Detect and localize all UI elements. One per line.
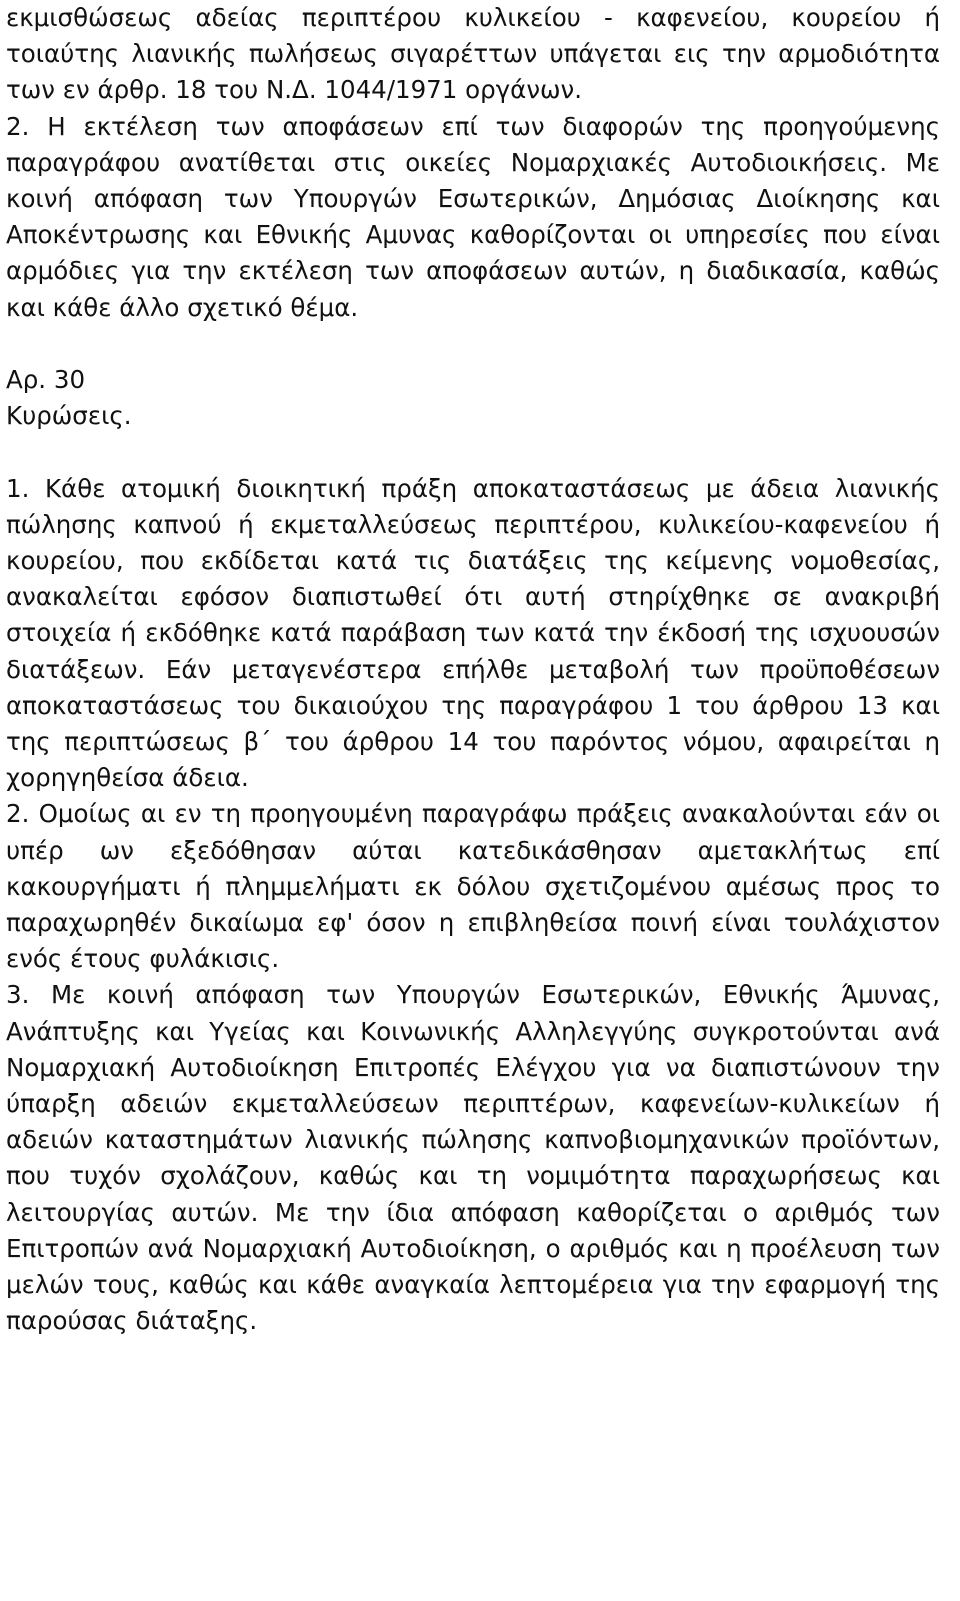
spacer	[6, 326, 940, 362]
spacer	[6, 434, 940, 470]
article-paragraph-3: 3. Με κοινή απόφαση των Υπουργών Εσωτερικών, Εθνικής Άμυνας, Ανάπτυξης και Υγείας και Κοινωνικής Αλληλεγγύης συγκροτούνται ανά Νομαρχιακή Αυτοδιοίκηση Επιτροπές Ελέγχου για να διαπιστώνουν την ύπαρξη αδειών εκμεταλλεύσεων περιπτέρων, καφενείων-κυλικείων ή αδειών καταστημάτων λιανικής πώλησης καπνοβιομηχανικών προϊόντων, που τυχόν σχολάζουν, καθώς και τη νομιμότητα παραχωρήσεως και λειτουργίας αυτών. Με την ίδια απόφαση καθορίζεται ο αριθμός των Επιτροπών ανά Νομαρχιακή Αυτοδιοίκηση, ο αριθμός και η προέλευση των μελών τους, καθώς και κάθε αναγκαία λεπτομέρεια για την εφαρμογή της παρούσας διάταξης.	[6, 980, 940, 1336]
document-page	[6, 0, 940, 1339]
opening-paragraph: εκμισθώσεως αδείας περιπτέρου κυλικείου - καφενείου, κουρείου ή τοιαύτης λιανικής πωλήσεως σιγαρέττων υπάγεται εις την αρμοδιότητα των εν άρθρ. 18 του Ν.Δ. 1044/1971 οργάνων.	[6, 3, 940, 105]
paragraph-2: 2. Η εκτέλεση των αποφάσεων επί των διαφορών της προηγούμενης παραγράφου ανατίθεται στις οικείες Νομαρχιακές Αυτοδιοικήσεις. Με κοινή απόφαση των Υπουργών Εσωτερικών, Δημόσιας Διοίκησης και Αποκέντρωσης και Εθνικής Αμυνας καθορίζονται οι υπηρεσίες που είναι αρμόδιες για την εκτέλεση των αποφάσεων αυτών, η διαδικασία, καθώς και κάθε άλλο σχετικό θέμα.	[6, 111, 940, 322]
article-title: Κυρώσεις.	[6, 401, 132, 431]
article-paragraph-2: 2. Ομοίως αι εν τη προηγουμένη παραγράφω πράξεις ανακαλούνται εάν οι υπέρ ων εξεδόθησαν αύται κατεδικάσθησαν αμετακλήτως επί κακουργήματι ή πλημμελήματι εκ δόλου σχετιζομένου αμέσως προς το παραχωρηθέν δικαίωμα εφ' όσον η επιβληθείσα ποινή είναι τουλάχιστον ενός έτους φυλάκισις.	[6, 799, 940, 974]
article-number: Αρ. 30	[6, 365, 86, 395]
article-paragraph-1: 1. Κάθε ατομική διοικητική πράξη αποκαταστάσεως με άδεια λιανικής πώλησης καπνού ή εκμεταλλεύσεως περιπτέρου, κυλικείου-καφενείου ή κουρείου, που εκδίδεται κατά τις διατάξεις της κείμενης νομοθεσίας, ανακαλείται εφόσον διαπιστωθεί ότι αυτή στηρίχθηκε σε ανακριβή στοιχεία ή εκδόθηκε κατά παράβαση των κατά την έκδοσή της ισχυουσών διατάξεων. Εάν μεταγενέστερα επήλθε μεταβολή των προϋποθέσεων αποκαταστάσεως του δικαιούχου της παραγράφου 1 του άρθρου 13 και της περιπτώσεως β΄ του άρθρου 14 του παρόντος νόμου, αφαιρείται η χορηγηθείσα άδεια.	[6, 473, 940, 793]
